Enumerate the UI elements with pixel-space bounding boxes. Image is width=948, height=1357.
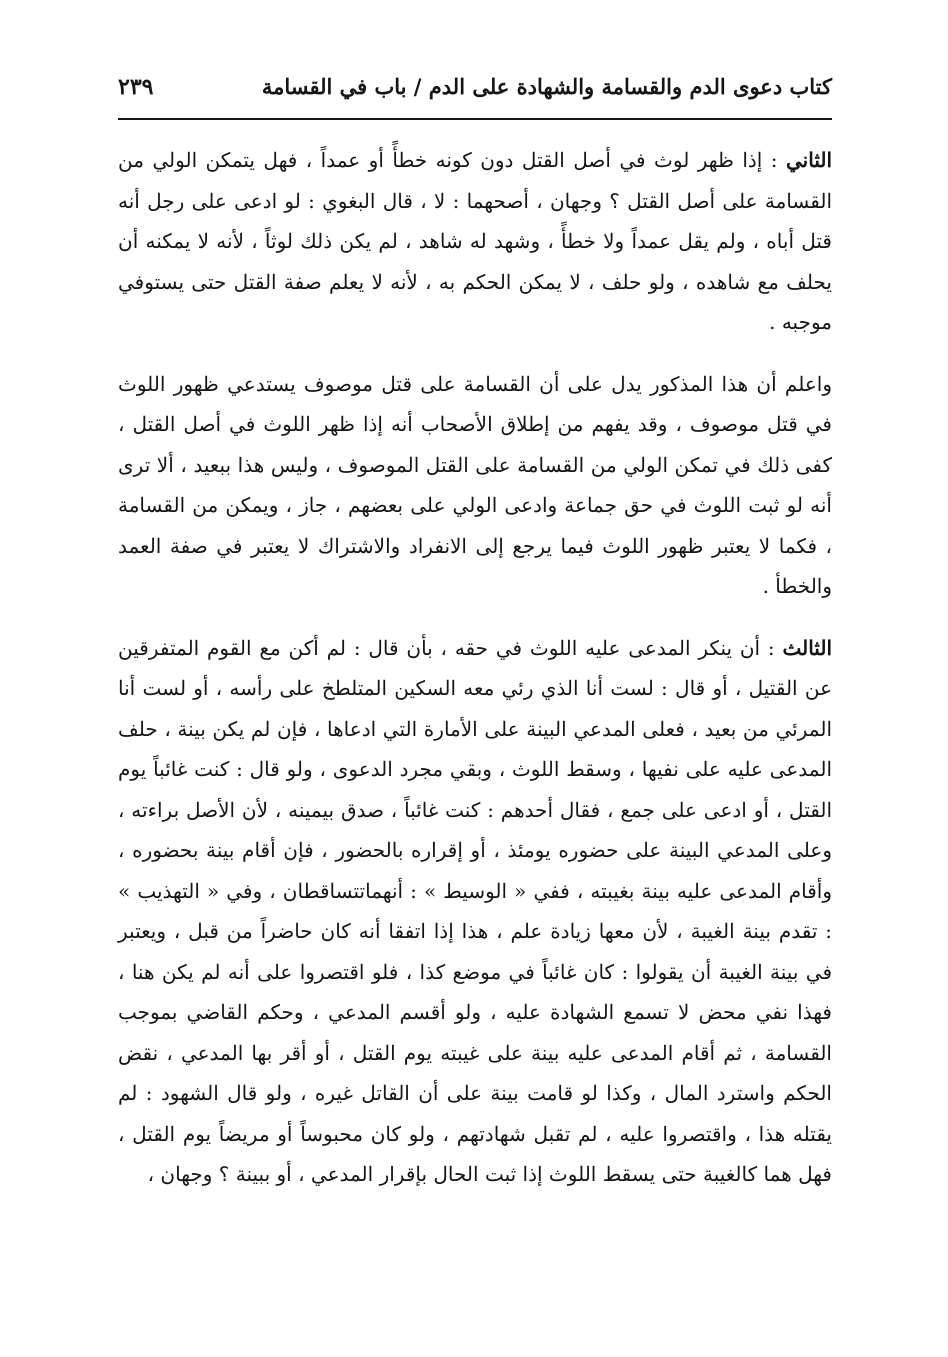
paragraph-text: : إذا ظهر لوث في أصل القتل دون كونه خطأً أو عمداً ، فهل يتمكن الولي من القسامة على أصل القتل ؟ وجهان ، أصحهما : لا ، قال البغوي : لو ادعى على رجل أنه قتل أباه ، ولم يقل عمداً ولا خطأً ، وشهد له شاهد ، لم يكن ذلك لوثاً ، لأنه لا يمكنه أن يحلف مع شاهده ، ولو حلف ، لا يمكن الحكم به ، لأنه لا يعلم صفة القتل حتى يستوفي موجبه .: [118, 148, 833, 334]
page-number: ٢٣٩: [118, 74, 154, 100]
paragraph-lead: الثاني: [785, 148, 832, 172]
paragraph-lead: الثالث: [782, 635, 832, 660]
paragraph-text: واعلم أن هذا المذكور يدل على أن القسامة على قتل موصوف يستدعي ظهور اللوث في قتل موصوف ، وقد يفهم من إطلاق الأصحاب أنه إذا ظهر اللوث في أصل القتل ، كفى ذلك في تمكن الولي من القسامة على القتل الموصوف ، وليس هذا ببعيد ، ألا ترى أنه لو ثبت اللوث في حق جماعة وادعى الولي على بعضهم ، جاز ، ويمكن من القسامة ، فكما لا يعتبر ظهور اللوث فيما يرجع إلى الانفراد والاشتراك لا يعتبر في صفة العمد والخطأ .: [118, 371, 832, 598]
page-header: [118, 74, 832, 114]
body-text: [118, 140, 832, 1195]
paragraph-third: [118, 628, 832, 1195]
header-rule: [118, 118, 832, 120]
paragraph-second: [118, 140, 832, 343]
paragraph-text: : أن ينكر المدعى عليه اللوث في حقه ، بأن قال : لم أكن مع القوم المتفرقين عن القتيل ، أو قال : لست أنا الذي رئي معه السكين المتلطخ على رأسه ، أو لست أنا المرئي من بعيد ، فعلى المدعي البينة على الأمارة التي ادعاها ، فإن لم يكن بينة ، حلف المدعى عليه على نفيها ، وسقط اللوث ، وبقي مجرد الدعوى ، ولو قال : كنت غائباً يوم القتل ، أو ادعى على جمع ، فقال أحدهم : كنت غائباً ، صدق بيمينه ، لأن الأصل براءته ، وعلى المدعي البينة على حضوره يومئذ ، أو إقراره بالحضور ، فإن أقام بينة بحضوره ، وأقام المدعى عليه بينة بغيبته ، ففي « الوسيط » : أنهماتتساقطان ، وفي « التهذيب » : تقدم بينة الغيبة ، لأن معها زيادة علم ، هذا إذا اتفقا أنه كان حاضراً من قبل ، ويعتبر في بينة الغيبة أن يقولوا : كان غائباً في موضع كذا ، فلو اقتصروا على أنه لم يكن هنا ، فهذا نفي محض لا تسمع الشهادة عليه ، ولو أقسم المدعي ، وحكم القاضي بموجب القسامة ، ثم أقام المدعى عليه بينة على غيبته يوم القتل ، أو أقر بها المدعي ، نقض الحكم واسترد المال ، وكذا لو قامت بينة على أن القاتل غيره ، ولو قال الشهود : لم يقتله هذا ، واقتصروا عليه ، لم تقبل شهادتهم ، ولو كان محبوساً أو مريضاً يوم القتل ، فهل هما كالغيبة حتى يسقط اللوث إذا ثبت الحال بإقرار المدعي ، أو ببينة ؟ وجهان ،: [118, 635, 833, 1186]
running-title: كتاب دعوى الدم والقسامة والشهادة على الدم / باب في القسامة: [261, 74, 832, 99]
paragraph-note: [118, 364, 832, 607]
